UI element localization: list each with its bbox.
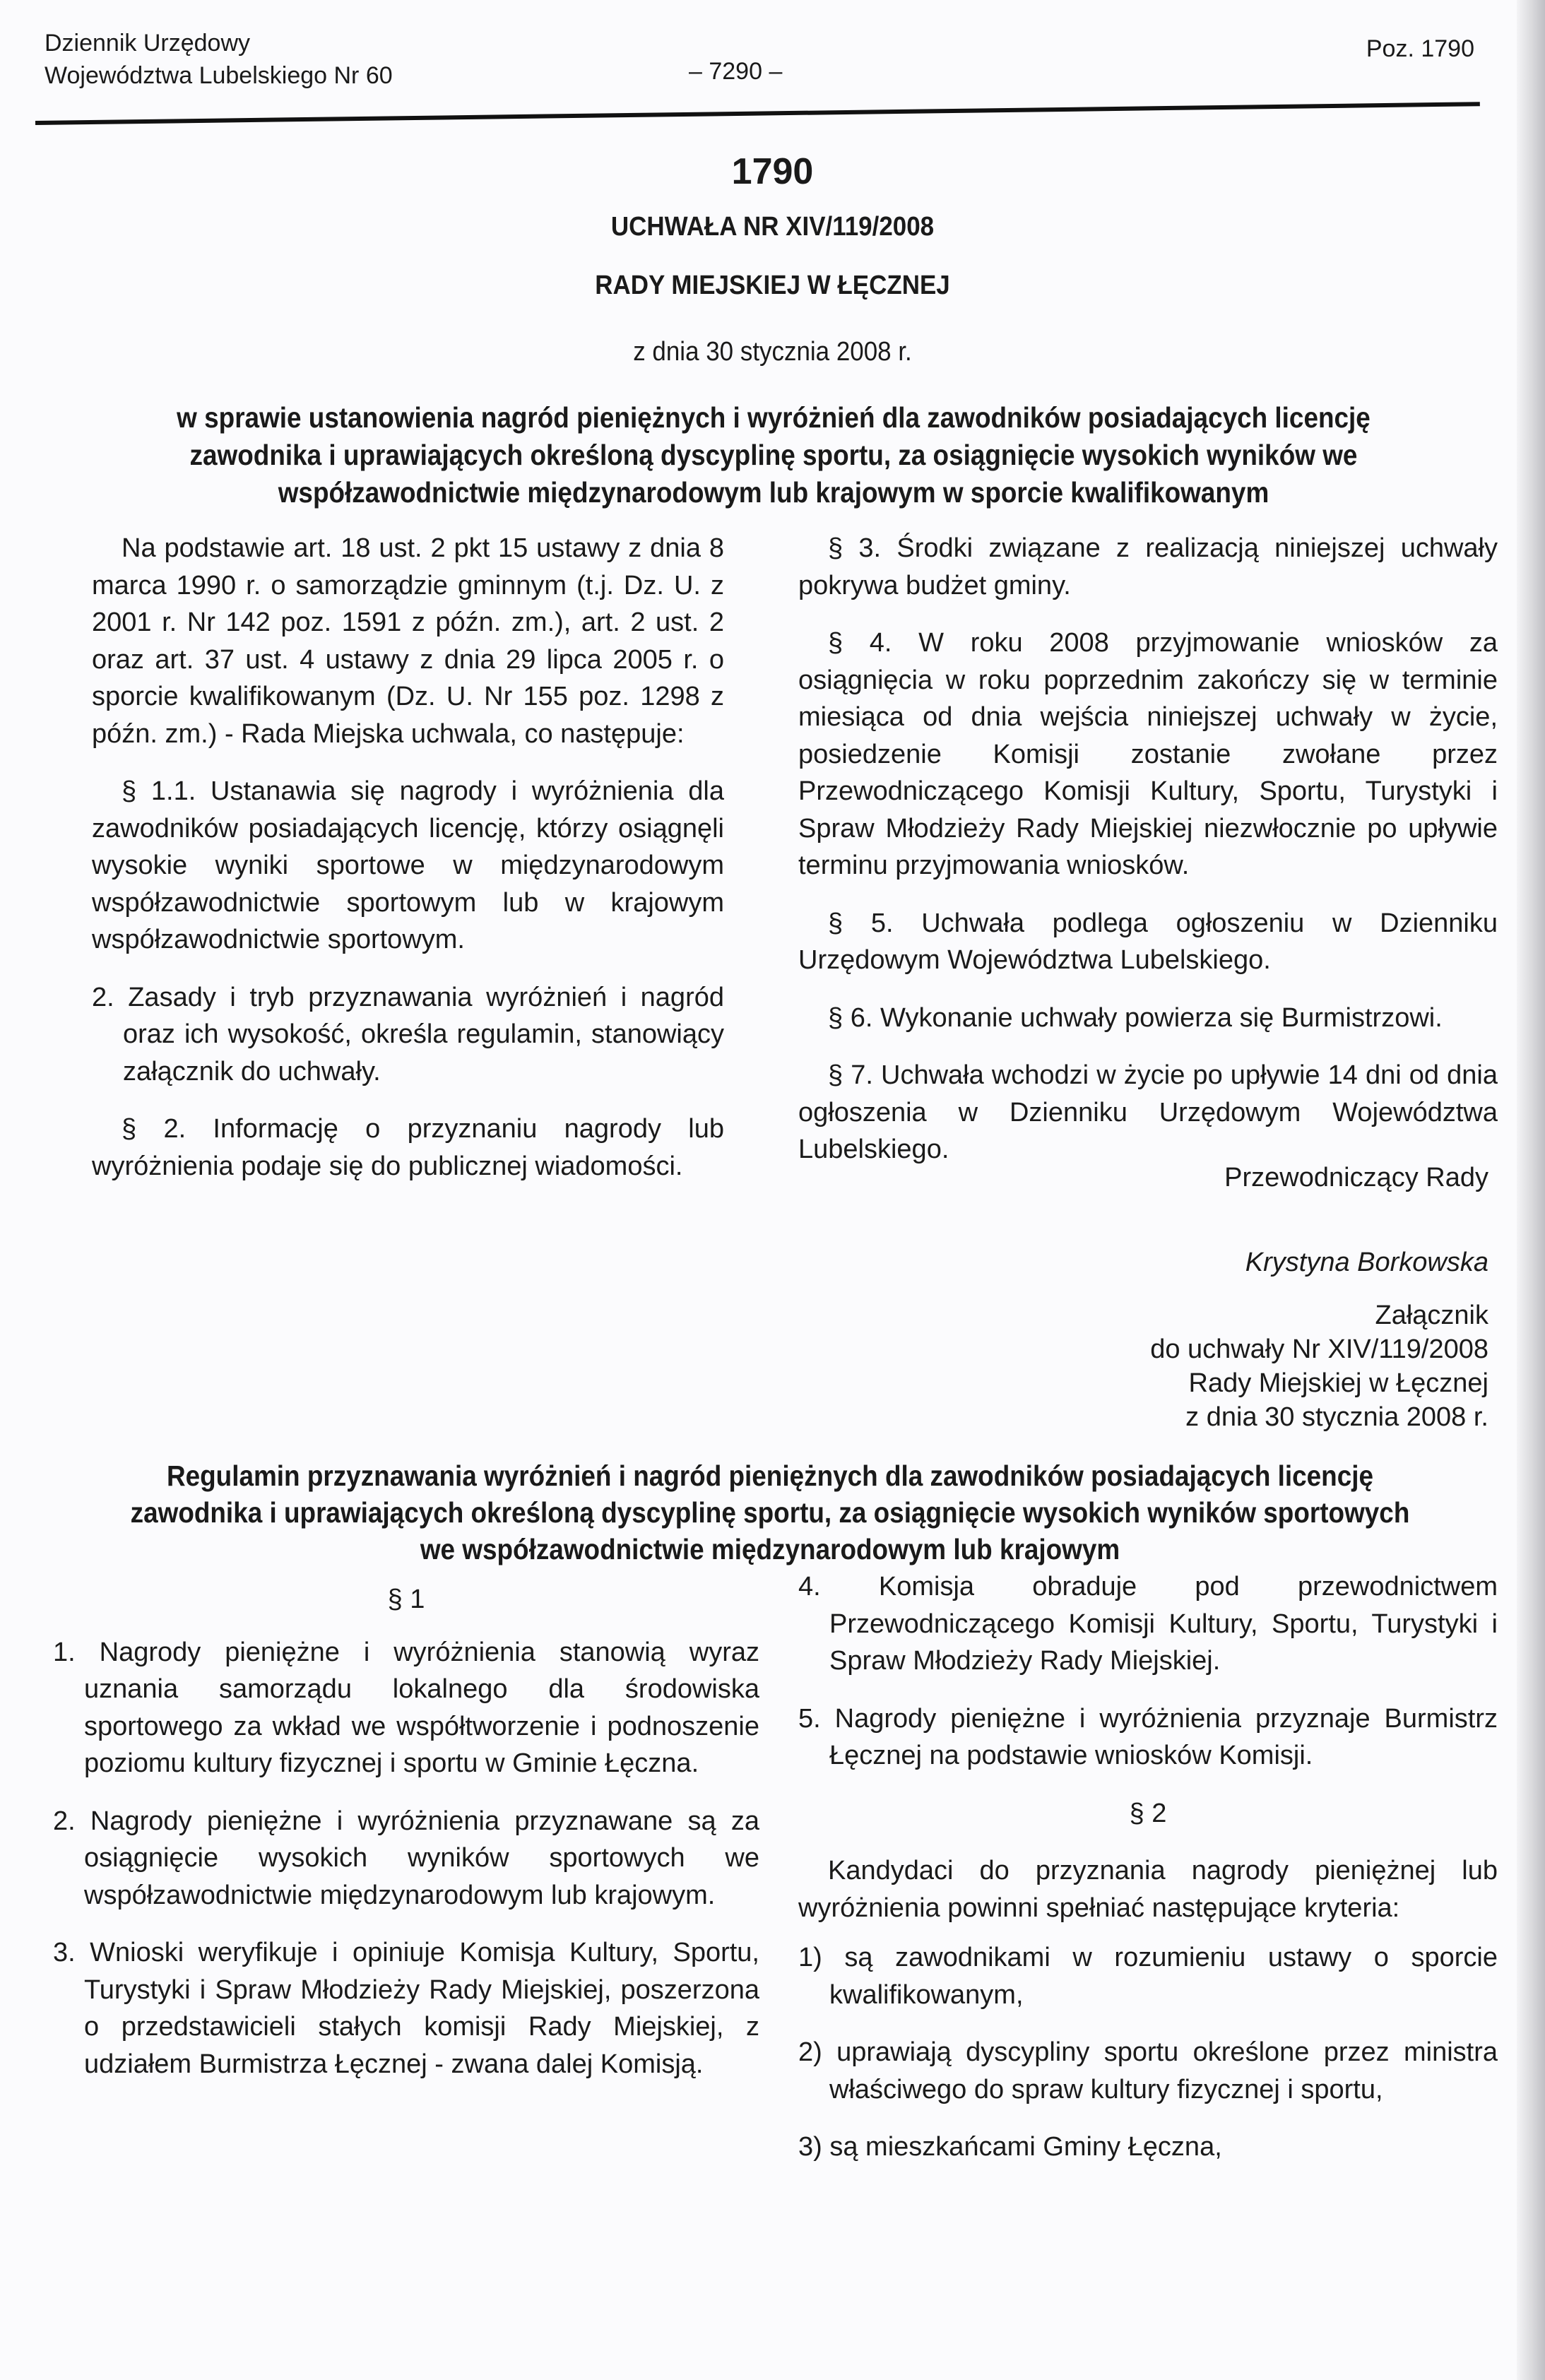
resolution-left-column: [92, 530, 724, 1185]
signature-role: Przewodniczący Rady: [1224, 1163, 1488, 1192]
regulation-item-3: 3. Wnioski weryfikuje i opiniuje Komisja Kultury, Sportu, Turystyki i Spraw Młodzieży Rady Miejskiej, poszerzona o przedstawicieli stałych komisji Rady Miejskiej, z udziałem Burmistrza Łęcznej - zwana dalej Komisją.: [53, 1938, 759, 2079]
section-2-intro: Kandydaci do przyznania nagrody pieniężnej lub wyróżnienia powinni spełniać następujące kryteria:: [798, 1856, 1498, 1923]
scan-page-edge: [1517, 0, 1545, 2380]
section-1-2: 2. Zasady i tryb przyznawania wyróżnień i nagród oraz ich wysokość, określa regulamin, stanowiący załącznik do uchwały.: [92, 982, 724, 1087]
header-rule: [35, 102, 1480, 125]
resolution-subject: w sprawie ustanowienia nagród pieniężnych i wyróżnień dla zawodników posiadających licencję zawodnika i uprawiających określoną dyscyplinę sportu, za osiągnięcie wysokich wyników we współzawodnictwie międzynarodowym lub krajowym w sporcie kwalifikowanym: [177, 401, 1371, 509]
attachment-label: Załącznik: [1375, 1301, 1488, 1330]
regulation-item-2: 2. Nagrody pieniężne i wyróżnienia przyznawane są za osiągnięcie wysokich wyników sportowych we współzawodnictwie międzynarodowym lub krajowym.: [53, 1806, 759, 1910]
regulations-title: Regulamin przyznawania wyróżnień i nagród pieniężnych dla zawodników posiadających licencję zawodnika i uprawiających określoną dyscyplinę sportu, za osiągnięcie wysokich wyników sportowych we współzawodnictwie międzynarodowym lub krajowym: [130, 1460, 1410, 1565]
section-7: § 7. Uchwała wchodzi w życie po upływie 14 dni od dnia ogłoszenia w Dzienniku Urzędowym Województwa Lubelskiego.: [798, 1060, 1498, 1164]
section-5: § 5. Uchwała podlega ogłoszeniu w Dzienniku Urzędowym Województwa Lubelskiego.: [798, 908, 1498, 975]
attachment-note: [1150, 1298, 1488, 1434]
regulations-right-column: [798, 1568, 1498, 2166]
attachment-line-3: z dnia 30 stycznia 2008 r.: [1185, 1402, 1488, 1432]
section-1-heading: § 1: [387, 1585, 425, 1614]
criterion-3: 3) są mieszkańcami Gminy Łęczna,: [798, 2132, 1222, 2162]
attachment-line-1: do uchwały Nr XIV/119/2008: [1150, 1334, 1488, 1364]
journal-title-line1: Dziennik Urzędowy: [45, 30, 250, 57]
resolution-title: UCHWAŁA NR XIV/119/2008: [610, 212, 935, 242]
criterion-1: 1) są zawodnikami w rozumieniu ustawy o sporcie kwalifikowanym,: [798, 1943, 1498, 2010]
position-number: 1790: [731, 151, 814, 192]
section-4: § 4. W roku 2008 przyjmowanie wniosków za osiągnięcia w roku poprzednim zakończy się w terminie miesiąca od dnia wejścia niniejszej uchwały w życie, posiedzenie Komisji zostanie zwołane przez Przewodniczącego Komisji Kultury, Sportu, Turystyki i Spraw Młodzieży Rady Miejskiej niezwłocznie po upływie terminu przyjmowania wniosków.: [798, 628, 1498, 880]
journal-title-line2: Województwa Lubelskiego Nr 60: [45, 62, 393, 89]
section-2-heading: § 2: [1129, 1798, 1167, 1828]
regulation-item-4: 4. Komisja obraduje pod przewodnictwem Przewodniczącego Komisji Kultury, Sportu, Turystyki i Spraw Młodzieży Rady Miejskiej.: [798, 1572, 1498, 1676]
journal-title: [45, 27, 393, 92]
preamble: Na podstawie art. 18 ust. 2 pkt 15 ustawy z dnia 8 marca 1990 r. o samorządzie gminnym (t.j. Dz. U. z 2001 r. Nr 142 poz. 1591 z późn. zm.), art. 2 ust. 2 oraz art. 37 ust. 4 ustawy z dnia 29 lipca 2005 r. o sporcie kwalifikowanym (Dz. U. Nr 155 poz. 1298 z późn. zm.) - Rada Miejska uchwala, co następuje:: [92, 533, 724, 749]
regulations-left-column: [53, 1581, 759, 2083]
regulation-item-1: 1. Nagrody pieniężne i wyróżnienia stanowią wyraz uznania samorządu lokalnego dla środowiska sportowego za wkład we współtworzenie i podnoszenie poziomu kultury fizycznej i sportu w Gminie Łęczna.: [53, 1637, 759, 1778]
position-label: Poz. 1790: [1366, 35, 1474, 62]
section-2: § 2. Informację o przyznaniu nagrody lub wyróżnienia podaje się do publicznej wiadomości.: [92, 1114, 724, 1181]
signature-name: Krystyna Borkowska: [1245, 1248, 1488, 1277]
section-1-1: § 1.1. Ustanawia się nagrody i wyróżnienia dla zawodników posiadających licencję, którzy osiągnęli wysokie wyniki sportowe w międzynarodowym współzawodnictwie sportowym lub w krajowym współzawodnictwie sportowym.: [92, 776, 724, 954]
section-3: § 3. Środki związane z realizacją niniejszej uchwały pokrywa budżet gminy.: [798, 533, 1498, 600]
regulation-item-5: 5. Nagrody pieniężne i wyróżnienia przyznaje Burmistrz Łęcznej na podstawie wniosków Komisji.: [798, 1703, 1498, 1770]
resolution-date: z dnia 30 stycznia 2008 r.: [633, 337, 912, 367]
page-number: – 7290 –: [689, 58, 783, 85]
council-name: RADY MIEJSKIEJ W ŁĘCZNEJ: [595, 271, 950, 300]
criterion-2: 2) uprawiają dyscypliny sportu określone przez ministra właściwego do spraw kultury fizycznej i sportu,: [798, 2037, 1498, 2104]
attachment-line-2: Rady Miejskiej w Łęcznej: [1188, 1368, 1488, 1398]
section-6: § 6. Wykonanie uchwały powierza się Burmistrzowi.: [828, 1002, 1443, 1033]
resolution-right-column: [798, 530, 1498, 1168]
